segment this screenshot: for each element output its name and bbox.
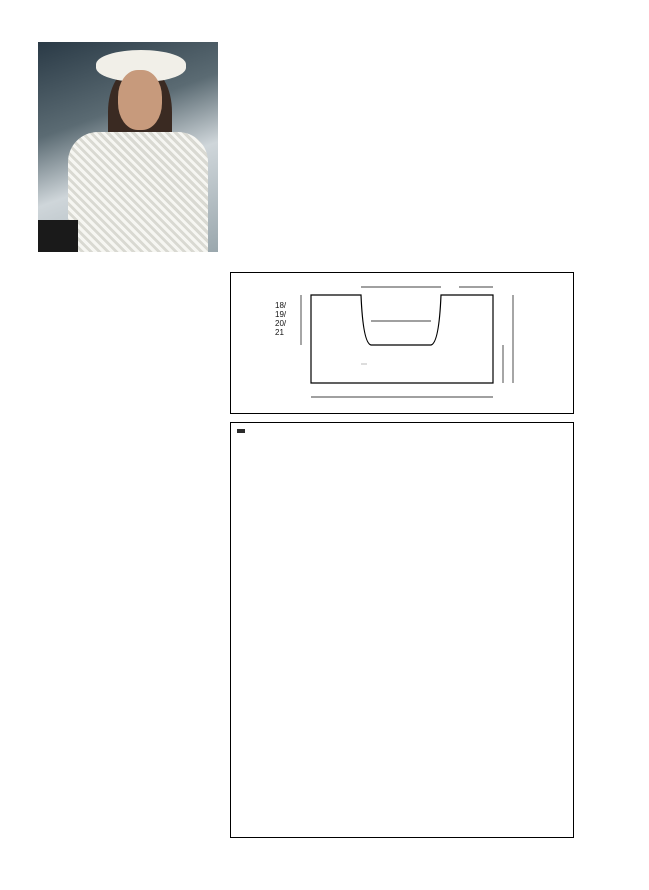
schema-armhole-height: 18/ 19/ 20/ 21 [275, 301, 287, 337]
front-back-schematic [230, 272, 574, 414]
face [118, 70, 162, 130]
model-photo [38, 42, 218, 252]
schema-title [361, 363, 367, 365]
crochet-vest [68, 132, 208, 252]
pattern-number-badge [38, 220, 78, 252]
crochet-chart [230, 422, 574, 838]
